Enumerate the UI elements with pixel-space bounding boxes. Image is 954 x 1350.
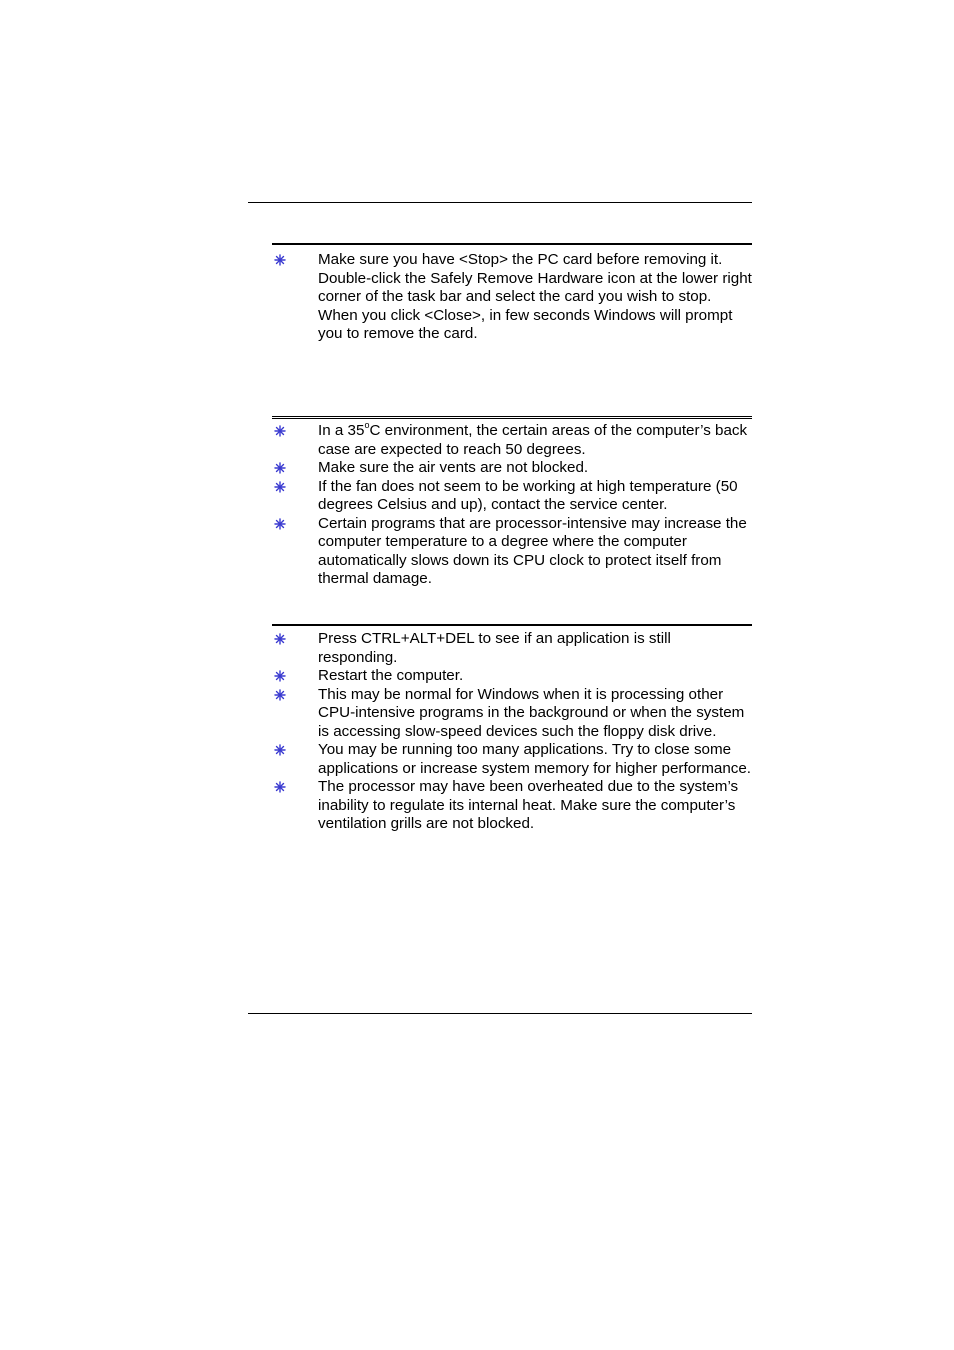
asterisk-bullet-icon <box>274 781 286 793</box>
list-item-text: Restart the computer. <box>318 667 464 684</box>
list-item-text: This may be normal for Windows when it is processing other CPU-intensive programs in the background or when the system is accessing slow-speed devices such the floppy disk drive. <box>318 685 745 740</box>
list-item-text: The processor may have been overheated due to the system’s inability to regulate its internal heat. Make sure the computer’s ventilation grills are not blocked. <box>318 778 739 832</box>
page-header-rule <box>248 202 752 203</box>
temperature-tips <box>272 419 752 589</box>
performance-tips <box>272 630 752 834</box>
page-footer-rule <box>248 1013 752 1014</box>
asterisk-bullet-icon <box>274 670 286 682</box>
asterisk-bullet-icon <box>274 254 286 266</box>
list-item-text: In a 35$^o$C environment, the certain areas of the computer’s back case are expected to reach 50 degrees. <box>318 419 748 458</box>
asterisk-bullet-icon <box>274 425 286 437</box>
list-item <box>272 251 752 344</box>
list-item <box>272 741 752 778</box>
asterisk-bullet-icon <box>274 633 286 645</box>
list-item-text: If the fan does not seem to be working at high temperature (50 degrees Celsius and up), contact the service center. <box>318 477 738 513</box>
list-item <box>272 686 752 742</box>
pc-card-section <box>272 243 752 344</box>
list-item-text: Make sure you have <Stop> the PC card before removing it. Double-click the Safely Remove Hardware icon at the lower right corner of the task bar and select the card you wish to stop. When you click <Close>, in few seconds Windows will prompt you to remove the card. <box>318 251 752 342</box>
list-item <box>272 778 752 834</box>
temperature-section <box>272 416 752 589</box>
section-rule <box>272 624 752 626</box>
list-item-text: You may be running too many applications. Try to close some applications or increase system memory for higher performance. <box>318 741 752 777</box>
list-item <box>272 630 752 667</box>
list-item-text: Press CTRL+ALT+DEL to see if an application is still responding. <box>318 630 671 666</box>
list-item-text: Certain programs that are processor-intensive may increase the computer temperature to a degree where the computer automatically slows down its CPU clock to protect itself from thermal damage. <box>318 514 747 587</box>
asterisk-bullet-icon <box>274 462 286 474</box>
list-item <box>272 515 752 589</box>
list-item-text: Make sure the air vents are not blocked. <box>318 459 589 476</box>
section-rule <box>272 416 752 419</box>
list-item <box>272 459 752 478</box>
asterisk-bullet-icon <box>274 744 286 756</box>
asterisk-bullet-icon <box>274 481 286 493</box>
asterisk-bullet-icon <box>274 689 286 701</box>
asterisk-bullet-icon <box>274 518 286 530</box>
section-rule <box>272 243 752 245</box>
pc-card-tips <box>272 251 752 344</box>
list-item <box>272 419 752 459</box>
list-item <box>272 478 752 515</box>
list-item <box>272 667 752 686</box>
performance-section <box>272 624 752 834</box>
